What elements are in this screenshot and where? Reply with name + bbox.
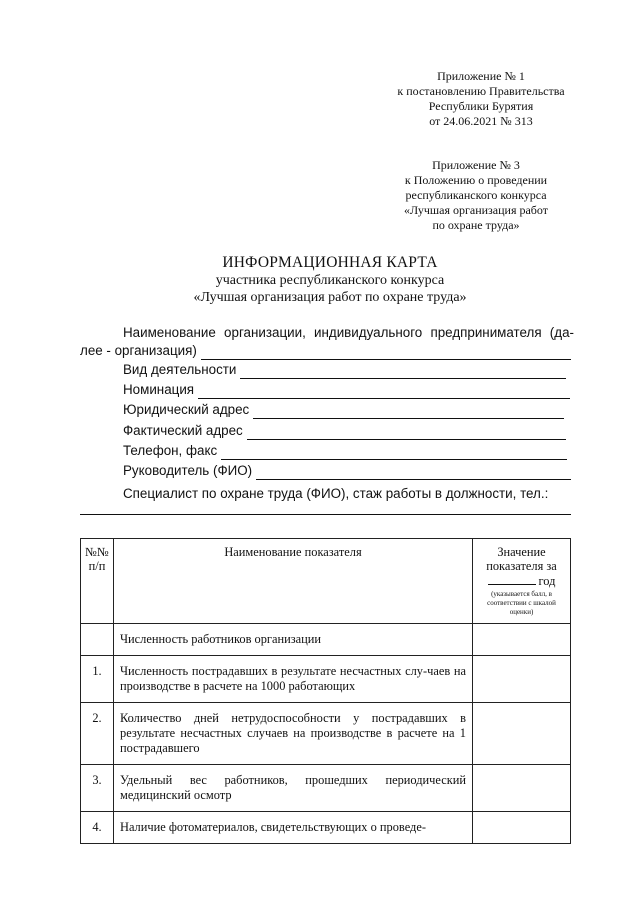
row-num (81, 624, 114, 656)
nomination-field[interactable] (123, 381, 570, 399)
specialist-label: Специалист по охране труда (ФИО), стаж работы в должности, тел.: (123, 486, 549, 501)
document-heading (110, 254, 550, 306)
nomination-blank[interactable] (198, 384, 570, 399)
col-value-title: Значение показателя за (486, 545, 557, 573)
row-name: Количество дней нетрудоспособности у пострадавших в результате несчастных случаев на производстве в расчете на 1 пострадавшего (114, 703, 473, 765)
head-field[interactable] (123, 462, 571, 480)
activity-label: Вид деятельности (123, 362, 237, 377)
specialist-blank[interactable] (80, 514, 571, 515)
appendix-1-line: Приложение № 1 (437, 69, 525, 83)
document-subtitle: участника республиканского конкурса (215, 273, 445, 288)
organization-name-label-cont: лее - организация) (80, 343, 197, 358)
appendix-3-line: по охране труда» (432, 218, 520, 232)
nomination-label: Номинация (123, 382, 195, 397)
head-blank[interactable] (256, 465, 571, 480)
activity-field[interactable] (123, 361, 566, 379)
phone-fax-field[interactable] (123, 442, 567, 460)
row-num: 4. (81, 812, 114, 844)
appendix-3-line: к Положению о проведении (404, 173, 548, 187)
indicators-table (80, 538, 571, 844)
legal-address-blank[interactable] (253, 404, 564, 419)
col-value-year: год (538, 574, 556, 588)
phone-fax-blank[interactable] (221, 445, 567, 460)
appendix-3-line: республиканского конкурса (405, 188, 547, 202)
document-title: ИНФОРМАЦИОННАЯ КАРТА (222, 254, 438, 271)
appendix-3-block (370, 158, 582, 233)
row-value-cell[interactable] (473, 624, 571, 656)
table-row (81, 765, 571, 812)
table-row (81, 812, 571, 844)
row-num: 1. (81, 656, 114, 703)
appendix-1-block (370, 69, 592, 129)
year-blank[interactable] (488, 573, 536, 585)
row-name: Численность работников организации (114, 624, 473, 656)
table-row (81, 703, 571, 765)
appendix-1-line: от 24.06.2021 № 313 (429, 114, 533, 128)
table-row (81, 656, 571, 703)
actual-address-label: Фактический адрес (123, 423, 243, 438)
activity-blank[interactable] (240, 364, 566, 379)
contest-name: «Лучшая организация работ по охране труда» (193, 290, 467, 305)
row-name: Удельный вес работников, прошедших периодический медицинский осмотр (114, 765, 473, 812)
table-row (81, 624, 571, 656)
col-value-year-line (475, 573, 568, 588)
appendix-3-line: «Лучшая организация работ (404, 203, 548, 217)
table-header-row (81, 539, 571, 624)
col-value-note: (указывается балл, в соответствии с шкалой оценки) (487, 590, 556, 616)
row-value-cell[interactable] (473, 703, 571, 765)
legal-address-label: Юридический адрес (123, 402, 250, 417)
appendix-3-line: Приложение № 3 (432, 158, 520, 172)
actual-address-field[interactable] (123, 422, 566, 440)
row-value-cell[interactable] (473, 812, 571, 844)
row-value-cell[interactable] (473, 656, 571, 703)
organization-name-blank[interactable] (201, 345, 571, 360)
row-num: 2. (81, 703, 114, 765)
legal-address-field[interactable] (123, 401, 564, 419)
row-num: 3. (81, 765, 114, 812)
row-value-cell[interactable] (473, 765, 571, 812)
head-label: Руководитель (ФИО) (123, 463, 253, 478)
col-name-header: Наименование показателя (114, 539, 473, 624)
row-name: Численность пострадавших в результате несчастных слу-чаев на производстве в расчете на 1000 работающих (114, 656, 473, 703)
actual-address-blank[interactable] (247, 425, 566, 440)
col-num-header: №№ п/п (81, 539, 114, 624)
organization-name-field[interactable] (80, 342, 571, 360)
phone-fax-label: Телефон, факс (123, 443, 218, 458)
appendix-1-line: к постановлению Правительства (397, 84, 565, 98)
appendix-1-line: Республики Бурятия (428, 99, 534, 113)
organization-name-label: Наименование организации, индивидуального предпринимателя (да- (123, 325, 574, 340)
row-name: Наличие фотоматериалов, свидетельствующих о проведе- (114, 812, 473, 844)
col-value-header (473, 539, 571, 624)
